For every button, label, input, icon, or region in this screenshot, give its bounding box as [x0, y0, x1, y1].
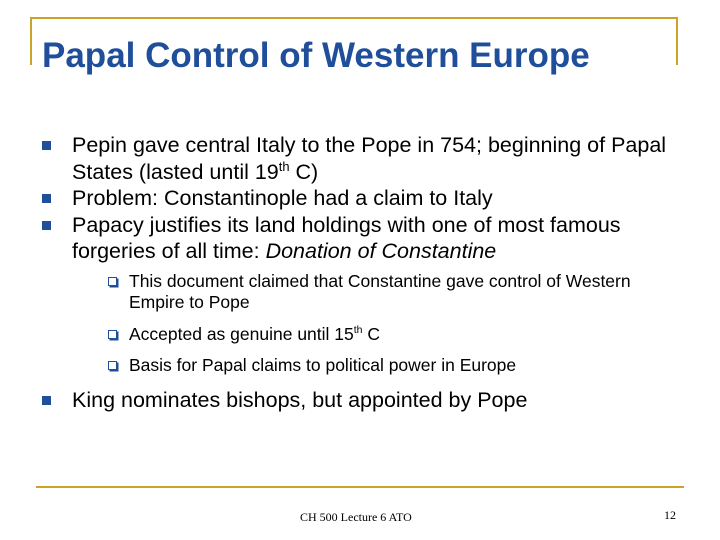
- bullet-list: [40, 132, 690, 413]
- sub-bullet-item-accepted: [72, 324, 690, 346]
- superscript: th: [278, 158, 290, 174]
- bullet-text: Pepin gave central Italy to the Pope in 754; beginning of Papal States (lasted until 19: [72, 133, 667, 184]
- footer-label: CH 500 Lecture 6 ATO: [300, 510, 412, 524]
- sub-bullet-text: This document claimed that Constantine gave control of Western Empire to Pope: [129, 270, 631, 312]
- frame-left-rule: [30, 17, 32, 65]
- bullet-item-king: [40, 387, 690, 414]
- sub-bullet-list: [72, 271, 690, 377]
- hollow-square-bullet-icon: [108, 361, 117, 370]
- bullet-text: King nominates bishops, but appointed by Pope: [72, 387, 528, 412]
- square-bullet-icon: [42, 141, 51, 150]
- sub-bullet-text: Accepted as genuine until 15: [129, 323, 354, 344]
- frame-top-rule: [30, 17, 678, 19]
- bullet-item-problem: [40, 185, 690, 212]
- sub-bullet-text: Basis for Papal claims to political power in Europe: [129, 355, 517, 375]
- square-bullet-icon: [42, 194, 51, 203]
- bullet-text: Papacy justifies its land holdings with one of most famous forgeries of all time:: [72, 212, 621, 263]
- page-number: 12: [664, 508, 676, 522]
- frame-bottom-rule: [36, 486, 684, 488]
- sub-bullet-item-basis: [72, 355, 690, 377]
- hollow-square-bullet-icon: [108, 330, 117, 339]
- italic-title: Donation of Constantine: [265, 239, 497, 263]
- hollow-square-bullet-icon: [108, 277, 117, 286]
- slide-title: Papal Control of Western Europe: [42, 36, 590, 75]
- bullet-item-papacy: [40, 212, 690, 377]
- square-bullet-icon: [42, 221, 51, 230]
- sub-bullet-item-document: [72, 271, 690, 314]
- superscript: th: [353, 323, 363, 336]
- square-bullet-icon: [42, 396, 51, 405]
- bullet-text: C): [289, 159, 319, 184]
- frame-right-rule: [676, 17, 678, 65]
- bullet-text: Problem: Constantinople had a claim to Italy: [72, 186, 493, 210]
- bullet-item-pepin: [40, 132, 690, 185]
- sub-bullet-text: C: [362, 323, 381, 344]
